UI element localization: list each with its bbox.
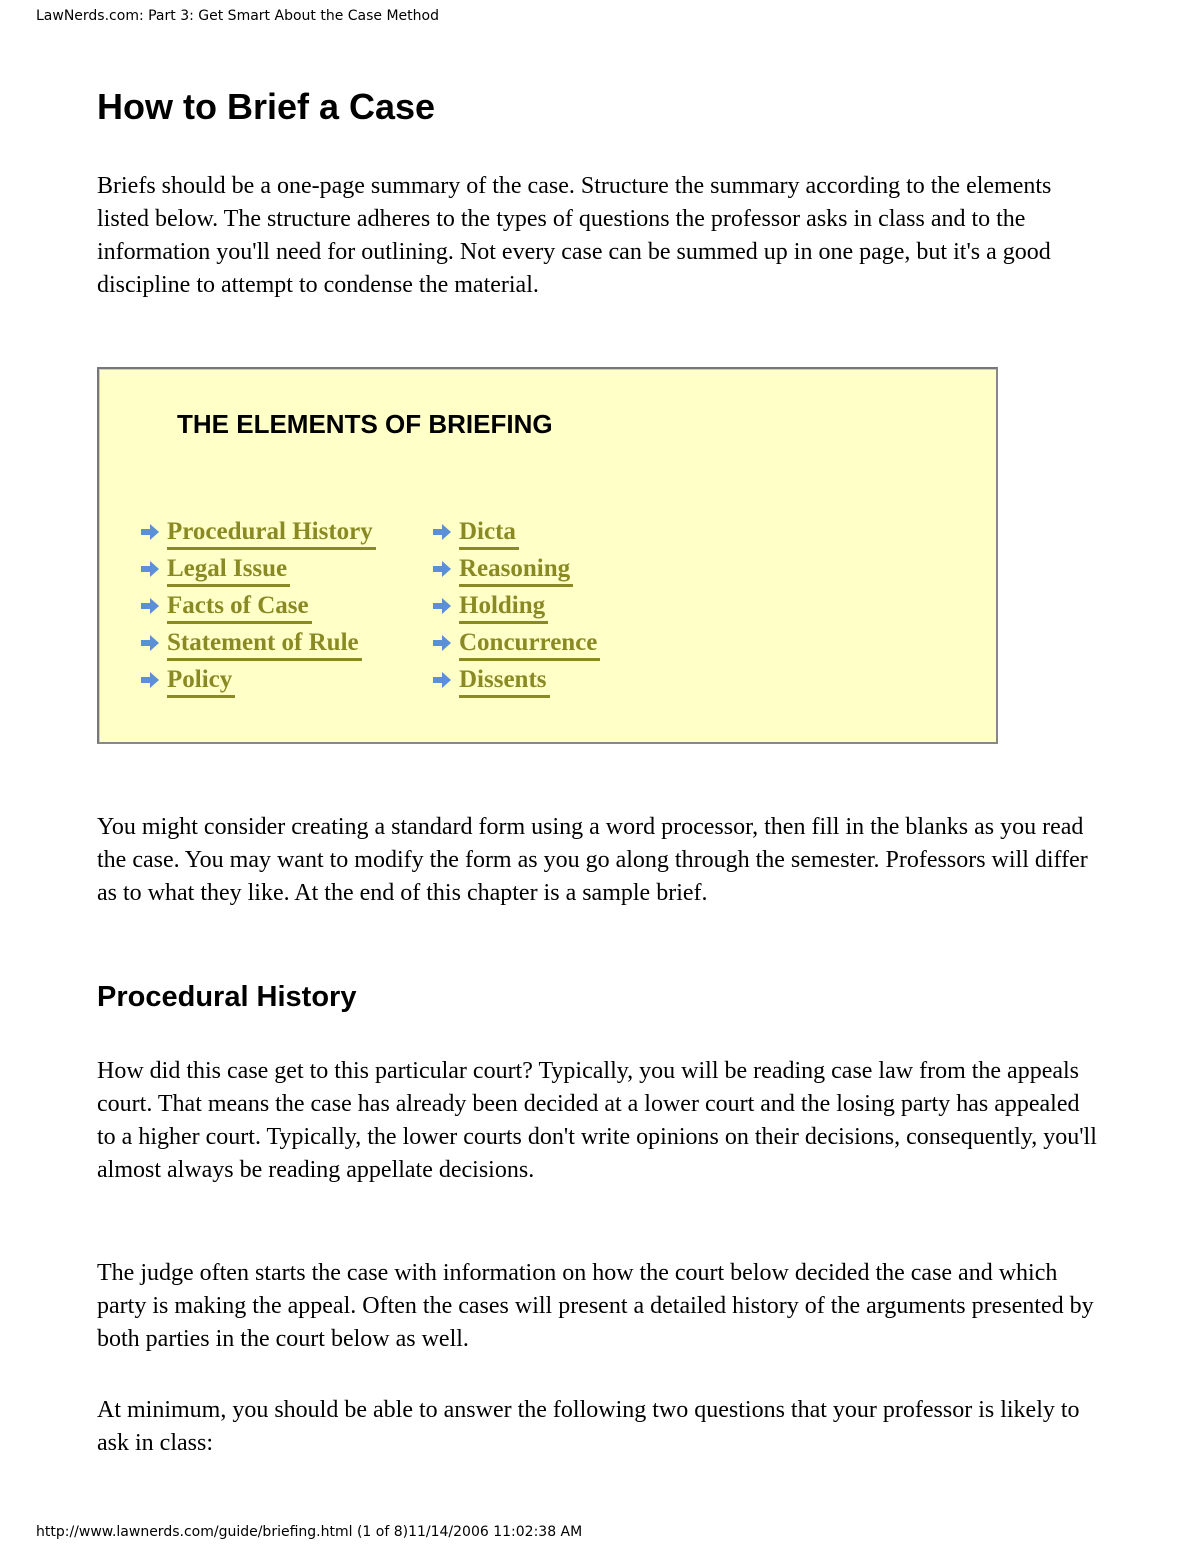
arrow-right-icon [139,521,161,543]
form-advice-paragraph: You might consider creating a standard form using a word processor, then fill in the blanks as you read the case. You may want to modify the form as you go along through the semester. Professors will differ as to what they like. At the end of this chapter is a sample brief. [97,814,1088,906]
arrow-right-icon [139,558,161,580]
procedural-history-paragraph-1: How did this case get to this particular court? Typically, you will be reading case law from the appeals court. That means the case has already been decided at a lower court and the losing party has appealed to a higher court. Typically, the lower courts don't write opinions on their decisions, consequently, you'll almost always be reading appellate decisions. [97,1058,1097,1183]
running-footer-url: http://www.lawnerds.com/guide/briefing.html (1 of 8)11/14/2006 11:02:38 AM [36,1524,583,1540]
arrow-right-icon [431,669,453,691]
procedural-history-paragraph-3: At minimum, you should be able to answer the following two questions that your professor is likely to ask in class: [97,1397,1080,1456]
elements-left-column [139,517,376,702]
elements-box-title: THE ELEMENTS OF BRIEFING [177,409,553,439]
element-item-concurrence [431,628,600,665]
page-title: How to Brief a Case [97,86,436,127]
link-facts-of-case[interactable]: Facts of Case [167,591,312,624]
element-item-facts-of-case [139,591,376,628]
element-item-dissents [431,665,600,702]
link-dicta[interactable]: Dicta [459,517,519,550]
link-dissents[interactable]: Dissents [459,665,550,698]
link-statement-of-rule[interactable]: Statement of Rule [167,628,362,661]
arrow-right-icon [139,595,161,617]
arrow-right-icon [139,669,161,691]
running-header: LawNerds.com: Part 3: Get Smart About the Case Method [36,8,439,24]
element-item-holding [431,591,600,628]
link-policy[interactable]: Policy [167,665,235,698]
arrow-right-icon [431,558,453,580]
element-item-dicta [431,517,600,554]
link-holding[interactable]: Holding [459,591,548,624]
element-item-legal-issue [139,554,376,591]
link-procedural-history[interactable]: Procedural History [167,517,376,550]
arrow-right-icon [431,632,453,654]
arrow-right-icon [431,595,453,617]
intro-paragraph: Briefs should be a one-page summary of the case. Structure the summary according to the elements listed below. The structure adheres to the types of questions the professor asks in class and to the information you'll need for outlining. Not every case can be summed up in one page, but it's a good discipline to attempt to condense the material. [97,173,1052,298]
arrow-right-icon [139,632,161,654]
elements-of-briefing-box [97,367,998,744]
element-item-policy [139,665,376,702]
arrow-right-icon [431,521,453,543]
section-heading-procedural-history: Procedural History [97,981,357,1013]
link-reasoning[interactable]: Reasoning [459,554,573,587]
element-item-statement-of-rule [139,628,376,665]
procedural-history-paragraph-2: The judge often starts the case with information on how the court below decided the case and which party is making the appeal. Often the cases will present a detailed history of the arguments presented by both parties in the court below as well. [97,1260,1094,1352]
link-concurrence[interactable]: Concurrence [459,628,600,661]
element-item-procedural-history [139,517,376,554]
element-item-reasoning [431,554,600,591]
elements-right-column [431,517,600,702]
link-legal-issue[interactable]: Legal Issue [167,554,290,587]
